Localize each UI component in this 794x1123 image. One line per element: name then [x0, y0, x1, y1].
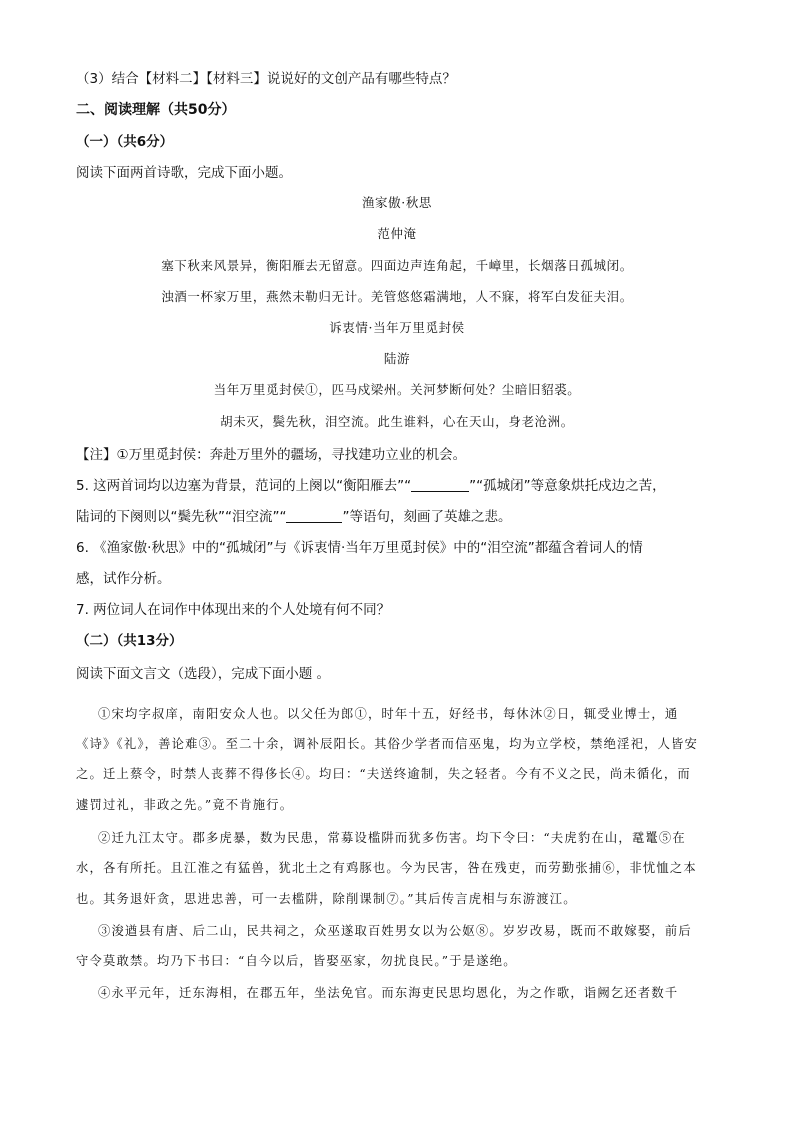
- instruction-1: 阅读下面两首诗歌，完成下面小题。: [76, 165, 292, 181]
- passage-line: ②迁九江太守。郡多虎暴，数为民患，常募设槛阱而犹多伤害。均下令曰：“夫虎豹在山，鼋鼍⑤在: [98, 831, 686, 845]
- q5-text-c: 陆词的下阕则以“鬓先秋”“泪空流”“: [76, 509, 287, 525]
- question-3: （3）结合【材料二】【材料三】说说好的文创产品有哪些特点？: [76, 71, 456, 87]
- passage-line: 守令莫敢禁。均乃下书曰：“自今以后，皆娶巫家，勿扰良民。”于是遂绝。: [76, 954, 517, 968]
- question-5-line-1: [76, 474, 666, 494]
- poem1-line-1: 塞下秋来风景异，衡阳雁去无留意。四面边声连角起，千嶂里，长烟落日孤城闭。: [161, 258, 633, 273]
- question-5-line-2: [76, 505, 511, 525]
- subsection-heading-1: （一）（共6分）: [76, 134, 174, 150]
- poem2-author: 陆游: [383, 351, 411, 366]
- passage-line: ①宋均字叔庠，南阳安众人也。以父任为郎①，时年十五，好经书，每休沐②日，辄受业博士，通: [98, 707, 679, 721]
- question-6-line-1: 6. 《渔家傲·秋思》中的“孤城闭”与《诉衷情·当年万里觅封侯》中的“泪空流”都蕴含着词人的情: [76, 540, 643, 556]
- poem1-title: 渔家傲·秋思: [361, 195, 433, 210]
- question-6-line-2: 感，试作分析。: [76, 571, 171, 587]
- q5-text-b: ”“孤城闭”等意象烘托戍边之苦，: [469, 478, 666, 494]
- passage-line: 《诗》《礼》，善论难③。至二十余，调补辰阳长。其俗少学者而信巫鬼，均为立学校，禁绝淫祀，人皆安: [76, 737, 699, 751]
- poem2-title: 诉衷情·当年万里觅封侯: [329, 320, 465, 335]
- subsection-heading-2: （二）（共13分）: [76, 633, 183, 649]
- q5-text-d: ”等语句，刻画了英雄之悲。: [342, 509, 512, 525]
- q5-text-a: 5. 这两首词均以边塞为背景，范词的上阕以“衡阳雁去”“: [76, 478, 412, 494]
- poem1-line-2: 浊酒一杯家万里，燕然未勒归无计。羌管悠悠霜满地，人不寐，将军白发征夫泪。: [161, 289, 633, 304]
- poem1-author: 范仲淹: [377, 226, 417, 241]
- passage-line: 水，各有所托。且江淮之有猛兽，犹北土之有鸡豚也。今为民害，咎在残吏，而劳勤张捕⑥，非忧恤之本: [76, 861, 697, 875]
- question-7: 7. 两位词人在词作中体现出来的个人处境有何不同？: [76, 602, 391, 618]
- passage-line: 遽罚过礼，非政之先。”竟不肯施行。: [76, 798, 294, 812]
- poem2-line-1: 当年万里觅封侯①，匹马戍梁州。关河梦断何处？尘暗旧貂裘。: [213, 382, 581, 397]
- poem2-line-2: 胡未灭，鬓先秋，泪空流。此生谁料，心在天山，身老沧洲。: [220, 414, 574, 429]
- answer-blank-2[interactable]: [286, 508, 342, 523]
- instruction-2: 阅读下面文言文（选段），完成下面小题 。: [76, 666, 331, 682]
- footnote: 【注】①万里觅封侯：奔赴万里外的疆场，寻找建功立业的机会。: [76, 447, 467, 463]
- passage-line: ④永平元年，迁东海相，在郡五年，坐法免官。而东海吏民思均恩化，为之作歌，诣阙乞还者数千: [98, 986, 679, 1000]
- passage-line: 也。其务退奸贪，思进忠善，可一去槛阱，除削课制⑦。”其后传言虎相与东游渡江。: [76, 892, 577, 906]
- answer-blank-1[interactable]: [411, 477, 469, 492]
- passage-line: ③浚遒县有唐、后二山，民共祠之，众巫遂取百姓男女以为公妪⑧。岁岁改易，既而不敢嫁娶，前后: [98, 924, 692, 938]
- passage-line: 之。迁上蔡令，时禁人丧葬不得侈长④。均曰：“夫送终逾制，失之轻者。今有不义之民，尚未循化，而: [76, 767, 691, 781]
- section-heading-reading: 二、阅读理解（共50分）: [76, 102, 236, 118]
